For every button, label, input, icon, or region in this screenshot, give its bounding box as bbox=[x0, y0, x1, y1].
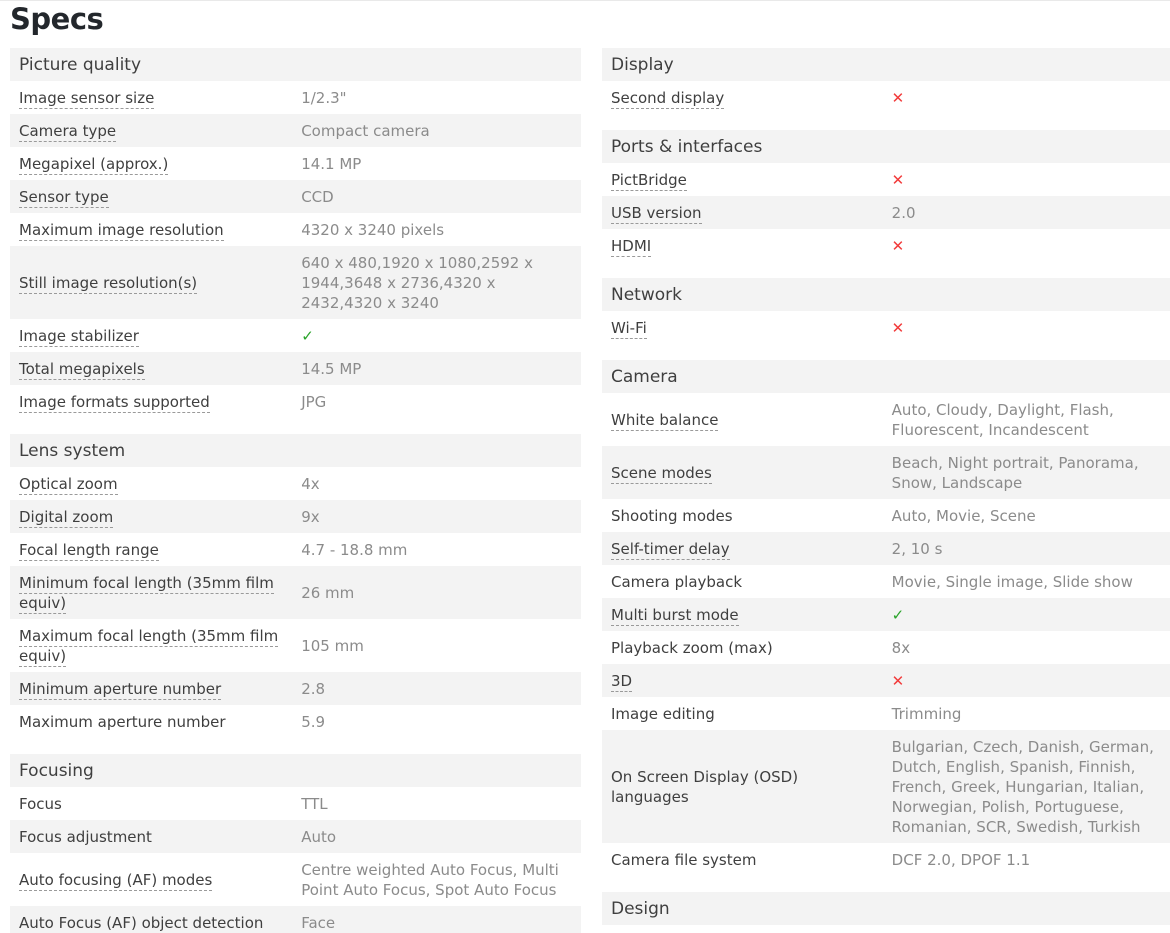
label-text: Focus bbox=[19, 794, 62, 813]
spec-row bbox=[10, 319, 581, 352]
tooltip-term[interactable]: Minimum aperture number bbox=[19, 679, 222, 698]
spec-value: Auto, Cloudy, Daylight, Flash, Fluorescent, Incandescent bbox=[891, 400, 1114, 439]
section-lens-system bbox=[10, 434, 581, 738]
spec-row bbox=[10, 246, 581, 319]
tooltip-term[interactable]: Sensor type bbox=[19, 187, 109, 206]
spec-value: 14.5 MP bbox=[301, 359, 362, 378]
spec-label bbox=[10, 913, 301, 933]
spec-row bbox=[10, 820, 581, 853]
tooltip-term[interactable]: Image sensor size bbox=[19, 88, 155, 107]
spec-row bbox=[10, 787, 581, 820]
section-picture-quality bbox=[10, 48, 581, 418]
tooltip-term[interactable]: Auto focusing (AF) modes bbox=[19, 870, 213, 889]
section-ports-interfaces bbox=[602, 130, 1170, 262]
spec-row bbox=[602, 631, 1170, 664]
spec-row bbox=[602, 664, 1170, 697]
spec-label bbox=[602, 850, 892, 870]
spec-value: 26 mm bbox=[301, 583, 355, 602]
tooltip-term[interactable]: Megapixel (approx.) bbox=[19, 154, 169, 173]
spec-value: Auto, Movie, Scene bbox=[891, 506, 1036, 525]
spec-value: 14.1 MP bbox=[301, 154, 362, 173]
spec-label bbox=[10, 474, 301, 494]
spec-row bbox=[10, 147, 581, 180]
tooltip-term[interactable]: Wi-Fi bbox=[611, 318, 647, 337]
spec-columns bbox=[10, 48, 1170, 933]
tooltip-term[interactable]: Image stabilizer bbox=[19, 326, 139, 345]
spec-value: 2.8 bbox=[301, 679, 326, 698]
tooltip-term[interactable]: Total megapixels bbox=[19, 359, 145, 378]
spec-label bbox=[10, 187, 301, 207]
section-rows bbox=[602, 81, 1170, 114]
tooltip-term[interactable]: Second display bbox=[611, 88, 725, 107]
spec-label bbox=[10, 540, 301, 560]
spec-column-left bbox=[10, 48, 581, 933]
spec-label bbox=[10, 507, 301, 527]
spec-label bbox=[602, 410, 892, 430]
cross-icon: ✕ bbox=[891, 318, 905, 337]
spec-row bbox=[10, 533, 581, 566]
spec-value: 9x bbox=[301, 507, 320, 526]
cross-icon: ✕ bbox=[891, 671, 905, 690]
section-title-focusing: Focusing bbox=[10, 754, 581, 787]
tooltip-term[interactable]: White balance bbox=[611, 410, 719, 429]
spec-value: 8x bbox=[891, 638, 911, 657]
tooltip-term[interactable]: Still image resolution(s) bbox=[19, 273, 198, 292]
spec-label bbox=[10, 679, 301, 699]
spec-label bbox=[602, 767, 892, 807]
cross-icon: ✕ bbox=[891, 88, 905, 107]
spec-label bbox=[10, 154, 301, 174]
spec-label bbox=[10, 870, 301, 890]
tooltip-term[interactable]: Image formats supported bbox=[19, 392, 210, 411]
spec-value: 105 mm bbox=[301, 636, 364, 655]
spec-row bbox=[602, 311, 1170, 344]
section-rows bbox=[602, 311, 1170, 344]
spec-label bbox=[602, 605, 892, 625]
spec-label bbox=[10, 359, 301, 379]
spec-row bbox=[10, 180, 581, 213]
spec-value: Trimming bbox=[891, 704, 962, 723]
spec-label bbox=[602, 572, 892, 592]
spec-row bbox=[10, 385, 581, 418]
spec-row bbox=[10, 853, 581, 906]
spec-label bbox=[10, 827, 301, 847]
spec-value: 4320 x 3240 pixels bbox=[301, 220, 445, 239]
tooltip-term[interactable]: USB version bbox=[611, 203, 702, 222]
section-camera bbox=[602, 360, 1170, 876]
section-title-display: Display bbox=[602, 48, 1170, 81]
tooltip-term[interactable]: Maximum image resolution bbox=[19, 220, 224, 239]
section-focusing bbox=[10, 754, 581, 933]
label-text: Maximum aperture number bbox=[19, 712, 226, 731]
spec-label bbox=[10, 326, 301, 346]
spec-row bbox=[602, 598, 1170, 631]
check-icon: ✓ bbox=[301, 326, 314, 345]
spec-value: Compact camera bbox=[301, 121, 430, 140]
tooltip-term[interactable]: Optical zoom bbox=[19, 474, 118, 493]
tooltip-term[interactable]: 3D bbox=[611, 671, 633, 690]
spec-value: 5.9 bbox=[301, 712, 326, 731]
spec-column-right bbox=[602, 48, 1170, 933]
label-text: On Screen Display (OSD) languages bbox=[611, 767, 799, 806]
spec-value: 2.0 bbox=[891, 203, 916, 222]
spec-label bbox=[602, 203, 892, 223]
section-title-ports-interfaces: Ports & interfaces bbox=[602, 130, 1170, 163]
tooltip-term[interactable]: Self-timer delay bbox=[611, 539, 730, 558]
cross-icon: ✕ bbox=[891, 236, 905, 255]
label-text: Camera file system bbox=[611, 850, 757, 869]
section-title-lens-system: Lens system bbox=[10, 434, 581, 467]
spec-row bbox=[602, 565, 1170, 598]
section-rows bbox=[10, 467, 581, 738]
label-text: Playback zoom (max) bbox=[611, 638, 773, 657]
spec-value: JPG bbox=[301, 392, 327, 411]
spec-row bbox=[602, 446, 1170, 499]
spec-label bbox=[10, 273, 301, 293]
spec-row bbox=[10, 566, 581, 619]
tooltip-term[interactable]: Scene modes bbox=[611, 463, 712, 482]
tooltip-term[interactable]: PictBridge bbox=[611, 170, 687, 189]
spec-label bbox=[10, 88, 301, 108]
spec-row bbox=[10, 213, 581, 246]
spec-value: 4x bbox=[301, 474, 320, 493]
spec-row bbox=[602, 843, 1170, 876]
tooltip-term[interactable]: Focal length range bbox=[19, 540, 159, 559]
label-text: Image editing bbox=[611, 704, 715, 723]
spec-label bbox=[602, 638, 892, 658]
spec-value: CCD bbox=[301, 187, 334, 206]
spec-row bbox=[602, 81, 1170, 114]
spec-value: Beach, Night portrait, Panorama, Snow, Landscape bbox=[891, 453, 1139, 492]
spec-value: 4.7 - 18.8 mm bbox=[301, 540, 408, 559]
spec-label bbox=[602, 88, 892, 108]
spec-label bbox=[10, 392, 301, 412]
spec-value: TTL bbox=[301, 794, 328, 813]
spec-row bbox=[602, 163, 1170, 196]
label-text: Auto Focus (AF) object detection bbox=[19, 913, 264, 932]
spec-row bbox=[10, 500, 581, 533]
spec-label bbox=[10, 573, 301, 613]
spec-row bbox=[602, 730, 1170, 843]
spec-label bbox=[602, 236, 892, 256]
section-title-picture-quality: Picture quality bbox=[10, 48, 581, 81]
spec-label bbox=[10, 626, 301, 666]
section-title-network: Network bbox=[602, 278, 1170, 311]
section-rows bbox=[10, 81, 581, 418]
spec-row bbox=[10, 672, 581, 705]
spec-row bbox=[602, 532, 1170, 565]
tooltip-term[interactable]: Minimum focal length (35mm film equiv) bbox=[19, 573, 274, 612]
spec-value: DCF 2.0, DPOF 1.1 bbox=[891, 850, 1031, 869]
spec-value: 2, 10 s bbox=[891, 539, 943, 558]
tooltip-term[interactable]: Multi burst mode bbox=[611, 605, 739, 624]
spec-label bbox=[602, 318, 892, 338]
spec-row bbox=[10, 81, 581, 114]
tooltip-term[interactable]: Camera type bbox=[19, 121, 117, 140]
spec-row bbox=[602, 499, 1170, 532]
section-title-camera: Camera bbox=[602, 360, 1170, 393]
check-icon: ✓ bbox=[891, 605, 905, 624]
spec-row bbox=[10, 467, 581, 500]
spec-label bbox=[602, 506, 892, 526]
spec-row bbox=[10, 906, 581, 933]
cross-icon: ✕ bbox=[891, 170, 905, 189]
spec-label bbox=[602, 671, 892, 691]
tooltip-term[interactable]: Maximum focal length (35mm film equiv) bbox=[19, 626, 279, 665]
spec-label bbox=[10, 121, 301, 141]
spec-row bbox=[602, 229, 1170, 262]
spec-label bbox=[602, 704, 892, 724]
spec-row bbox=[602, 196, 1170, 229]
spec-value: Movie, Single image, Slide show bbox=[891, 572, 1133, 591]
spec-value: Centre weighted Auto Focus, Multi Point Auto Focus, Spot Auto Focus bbox=[301, 860, 559, 899]
label-text: Shooting modes bbox=[611, 506, 733, 525]
section-rows bbox=[602, 163, 1170, 262]
tooltip-term[interactable]: Digital zoom bbox=[19, 507, 114, 526]
page-title: Specs bbox=[10, 2, 104, 36]
spec-label bbox=[602, 463, 892, 483]
section-rows bbox=[602, 393, 1170, 876]
section-network bbox=[602, 278, 1170, 344]
label-text: Focus adjustment bbox=[19, 827, 152, 846]
section-rows bbox=[10, 787, 581, 933]
spec-row bbox=[10, 352, 581, 385]
spec-label bbox=[10, 794, 301, 814]
spec-row bbox=[10, 619, 581, 672]
spec-value: Bulgarian, Czech, Danish, German, Dutch, English, Spanish, Finnish, French, Greek, Hungarian, Italian, Norwegian, Polish, Portuguese, Romanian, SCR, Swedish, Turkish bbox=[891, 737, 1154, 836]
spec-label bbox=[602, 170, 892, 190]
spec-row bbox=[10, 114, 581, 147]
spec-label bbox=[602, 539, 892, 559]
spec-row bbox=[10, 705, 581, 738]
spec-label bbox=[10, 220, 301, 240]
section-design bbox=[602, 892, 1170, 925]
spec-label bbox=[10, 712, 301, 732]
spec-value: Auto bbox=[301, 827, 337, 846]
section-title-design: Design bbox=[602, 892, 1170, 925]
tooltip-term[interactable]: HDMI bbox=[611, 236, 652, 255]
spec-value: Face bbox=[301, 913, 336, 932]
spec-row bbox=[602, 697, 1170, 730]
section-display bbox=[602, 48, 1170, 114]
spec-value: 1/2.3" bbox=[301, 88, 347, 107]
spec-value: 640 x 480,1920 x 1080,2592 x 1944,3648 x 2736,4320 x 2432,4320 x 3240 bbox=[301, 253, 533, 312]
label-text: Camera playback bbox=[611, 572, 743, 591]
spec-row bbox=[602, 393, 1170, 446]
